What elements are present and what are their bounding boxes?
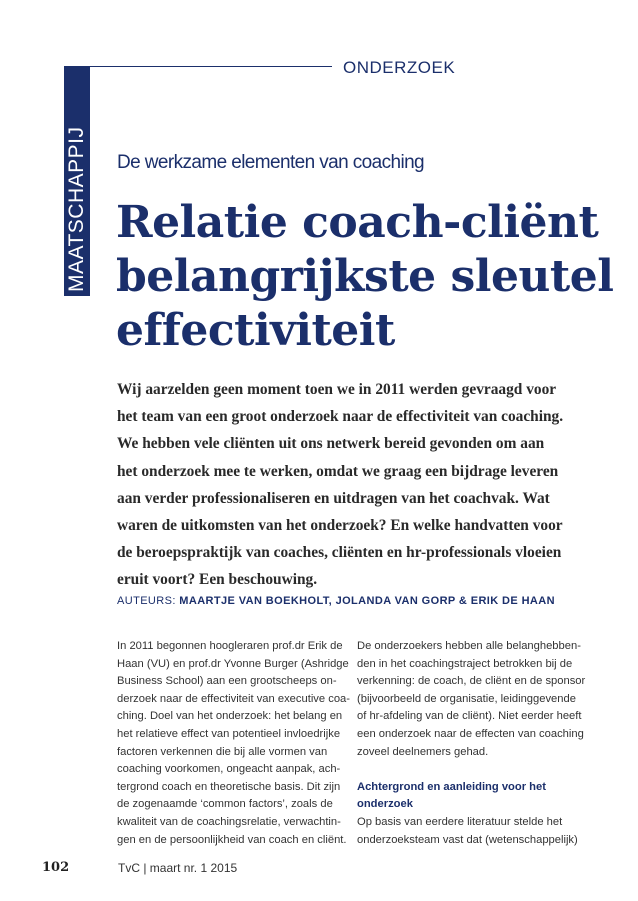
lead-line: eruit voort? Een beschouwing. <box>117 571 318 589</box>
subheading-line: onderzoek <box>357 798 413 811</box>
body-line: of hr-afdeling van de cliënt). Niet eerder heeft <box>357 710 582 723</box>
lead-line: We hebben vele cliënten uit ons netwerk bereid gevonden om aan <box>117 435 545 453</box>
body-line: ching. Doel van het onderzoek: het belang en <box>117 710 343 723</box>
body-line: het relatieve effect van potentieel invloedrijke <box>117 727 341 740</box>
body-column-left <box>117 638 350 849</box>
headline-line: Relatie coach-cliënt <box>116 197 599 248</box>
page-number: 102 <box>42 860 70 875</box>
side-label: MAATSCHAPPIJ <box>65 126 88 292</box>
lead-line: aan verder professionaliseren en uitdragen van het coachvak. Wat <box>117 489 550 507</box>
authors-label: AUTEURS: <box>117 595 176 607</box>
body-line: onderzoeksteam vast dat (wetenschappelijk) <box>357 833 578 846</box>
body-line: verkenning: de coach, de cliënt en de sponsor <box>357 675 586 688</box>
lead-line: het onderzoek mee te werken, omdat we graag een bijdrage leveren <box>117 462 559 480</box>
kicker: De werkzame elementen van coaching <box>117 152 424 173</box>
body-line: Op basis van eerdere literatuur stelde het <box>357 815 563 828</box>
top-rule <box>90 66 332 67</box>
body-line: derzoek naar de effectiviteit van executive coa- <box>117 692 350 705</box>
body-line: coaching voorkomen, ongeacht aanpak, ach- <box>117 763 341 776</box>
lead-line: waren de uitkomsten van het onderzoek? En welke handvatten voor <box>117 517 563 535</box>
body-line: factoren verkennen die bij alle vormen van <box>117 745 328 758</box>
body-line: Haan (VU) en prof.dr Yvonne Burger (Ashridge <box>117 657 349 670</box>
body-line: gen en de persoonlijkheid van coach en cliënt. <box>117 833 347 846</box>
body-line: (bijvoorbeeld de organisatie, leidinggevende <box>357 692 576 705</box>
headline-line: effectiviteit <box>116 305 395 356</box>
lead-line: de beroepspraktijk van coaches, cliënten en hr-professionals vloeien <box>117 544 562 562</box>
paragraph-gap <box>357 761 587 779</box>
body-line: zoveel deelnemers gehad. <box>357 745 489 758</box>
authors-names: MAARTJE VAN BOEKHOLT, JOLANDA VAN GORP & ERIK DE HAAN <box>179 595 555 607</box>
body-column-right <box>357 638 587 849</box>
headline-line: belangrijkste sleutel <box>116 251 614 302</box>
body-line: een onderzoek naar de effecten van coaching <box>357 727 584 740</box>
body-line: den in het coachingstraject betrokken bij de <box>357 657 573 670</box>
body-line: Business School) aan een grootscheeps on- <box>117 675 337 688</box>
headline <box>116 196 616 358</box>
section-label: ONDERZOEK <box>343 58 456 77</box>
body-line: In 2011 begonnen hoogleraren prof.dr Erik de <box>117 640 343 652</box>
body-line: tergrond coach en theoretische basis. Dit zijn <box>117 780 341 793</box>
lead-line: Wij aarzelden geen moment toen we in 2011 werden gevraagd voor <box>117 381 557 398</box>
body-line: kwaliteit van de coachingsrelatie, verwachtin- <box>117 815 341 828</box>
subheading-line: Achtergrond en aanleiding voor het <box>357 780 546 793</box>
authors-line <box>117 595 555 607</box>
footer-source: TvC | maart nr. 1 2015 <box>118 861 238 875</box>
lead-line: het team van een groot onderzoek naar de effectiviteit van coaching. <box>117 408 564 426</box>
body-line: de zogenaamde ‘common factors’, zoals de <box>117 798 333 811</box>
lead-paragraph <box>117 376 617 594</box>
body-line: De onderzoekers hebben alle belanghebben- <box>357 640 581 652</box>
